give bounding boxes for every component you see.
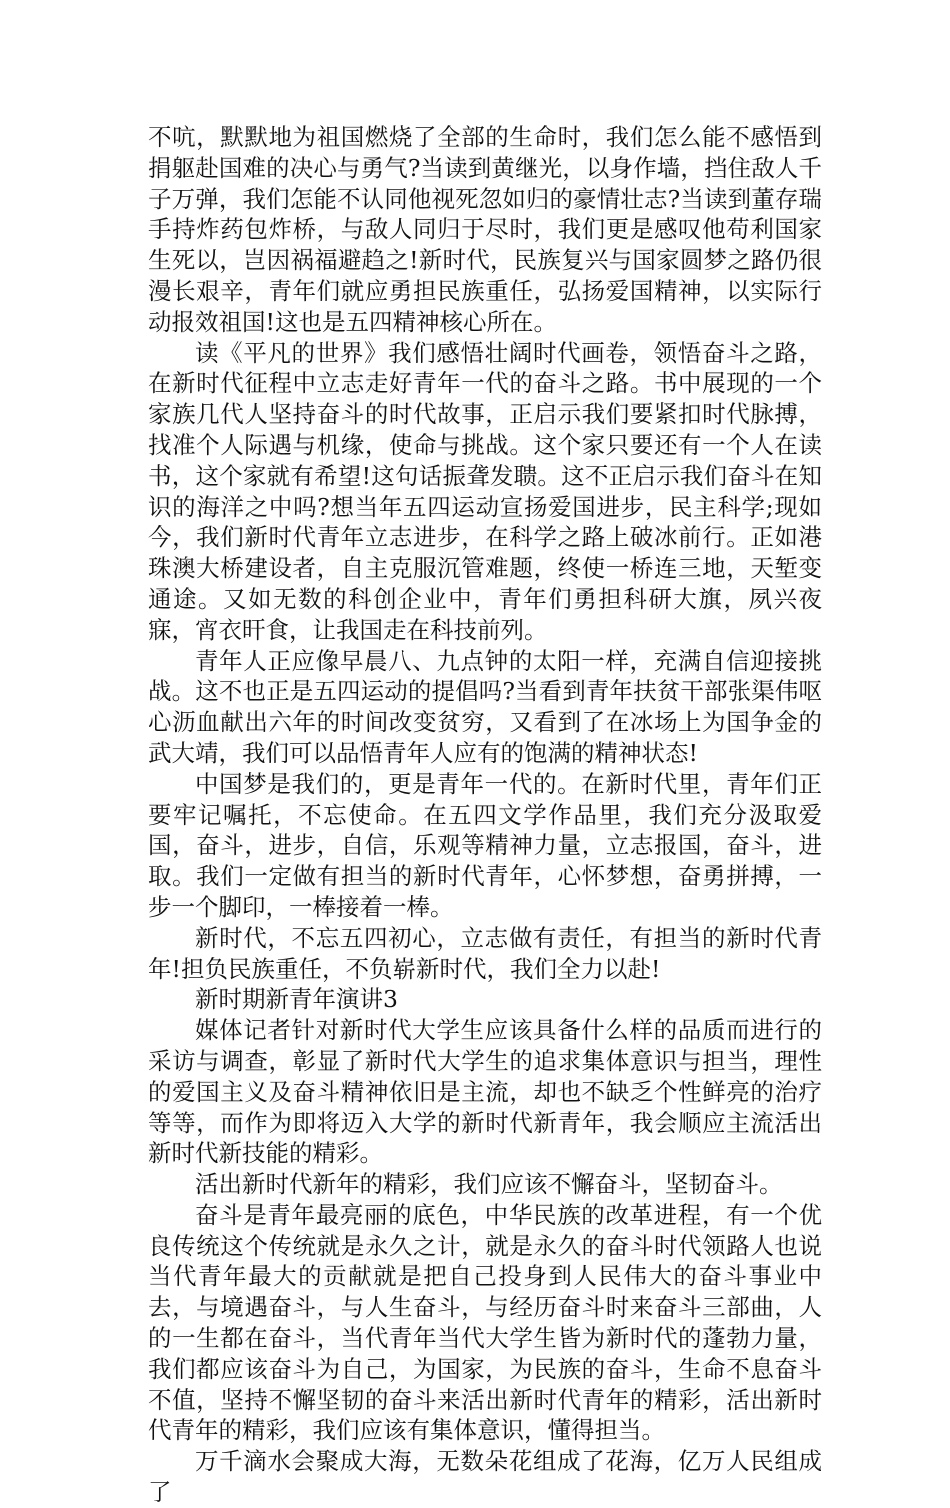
paragraph: 读《平凡的世界》我们感悟壮阔时代画卷，领悟奋斗之路，在新时代征程中立志走好青年一代的奋斗之路。书中展现的一个家族几代人坚持奋斗的时代故事，正启示我们要紧扣时代脉搏，找准个人际遇与机缘，使命与挑战。这个家只要还有一个人在读书，这个家就有希望!这句话振聋发聩。这不正启示我们奋斗在知识的海洋之中吗?想当年五四运动宣扬爱国进步，民主科学;现如今，我们新时代青年立志进步，在科学之路上破冰前行。正如港珠澳大桥建设者，自主克服沉管难题，终使一桥连三地，天堑变通途。又如无数的科创企业中，青年们勇担科研大旗，夙兴夜寐，宵衣旰食，让我国走在科技前列。 — [148, 338, 822, 644]
paragraph: 奋斗是青年最亮丽的底色，中华民族的改革进程，有一个优良传统这个传统就是永久之计，就是永久的奋斗时代领路人也说当代青年最大的贡献就是把自己投身到人民伟大的奋斗事业中去，与境遇奋斗，与人生奋斗，与经历奋斗时来奋斗三部曲，人的一生都在奋斗，当代青年当代大学生皆为新时代的蓬勃力量，我们都应该奋斗为自己，为国家，为民族的奋斗，生命不息奋斗不值，坚持不懈坚韧的奋斗来活出新时代青年的精彩，活出新时代青年的精彩，我们应该有集体意识，懂得担当。 — [148, 1200, 822, 1445]
paragraph: 新时代，不忘五四初心，立志做有责任，有担当的新时代青年!担负民族重任，不负崭新时代，我们全力以赴! — [148, 923, 822, 983]
paragraph: 万千滴水会聚成大海，无数朵花组成了花海，亿万人民组成了 — [148, 1447, 822, 1507]
paragraph: 媒体记者针对新时代大学生应该具备什么样的品质而进行的采访与调查，彰显了新时代大学生的追求集体意识与担当，理性的爱国主义及奋斗精神依旧是主流，却也不缺乏个性鲜亮的治疗等等，而作为即将迈入大学的新时代新青年，我会顺应主流活出新时代新技能的精彩。 — [148, 1016, 822, 1168]
paragraph: 中国梦是我们的，更是青年一代的。在新时代里，青年们正要牢记嘱托，不忘使命。在五四文学作品里，我们充分汲取爱国，奋斗，进步，自信，乐观等精神力量，立志报国，奋斗，进取。我们一定做有担当的新时代青年，心怀梦想，奋勇拼搏，一步一个脚印，一棒接着一棒。 — [148, 769, 822, 921]
section-heading: 新时期新青年演讲3 — [195, 985, 398, 1014]
paragraph: 活出新时代新年的精彩，我们应该不懈奋斗，坚韧奋斗。 — [195, 1170, 783, 1199]
paragraph: 青年人正应像早晨八、九点钟的太阳一样，充满自信迎接挑战。这不也正是五四运动的提倡吗?当看到青年扶贫干部张渠伟呕心沥血献出六年的时间改变贫穷，又看到了在冰场上为国争金的武大靖，我们可以品悟青年人应有的饱满的精神状态! — [148, 646, 822, 767]
paragraph-continuation: 不吭，默默地为祖国燃烧了全部的生命时，我们怎么能不感悟到捐躯赴国难的决心与勇气?当读到黄继光，以身作墙，挡住敌人千子万弹，我们怎能不认同他视死忽如归的豪情壮志?当读到董存瑞手持炸药包炸桥，与敌人同归于尽时，我们更是感叹他苟利国家生死以，岂因祸福避趋之!新时代，民族复兴与国家圆梦之路仍很漫长艰辛，青年们就应勇担民族重任，弘扬爱国精神，以实际行动报效祖国!这也是五四精神核心所在。 — [148, 123, 822, 336]
document-body — [148, 122, 822, 1508]
